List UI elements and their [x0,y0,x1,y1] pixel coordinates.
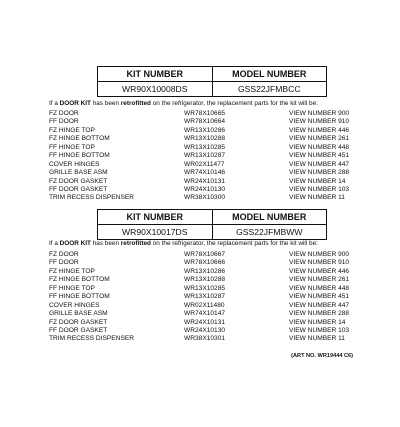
note-text: If a [49,100,60,107]
model-number-value: GSS22JFMBCC [212,82,327,97]
view-number: VIEW NUMBER 14 [289,318,346,326]
part-number: WR38X10300 [184,194,226,202]
note-text: If a [49,240,60,247]
view-number: VIEW NUMBER 446 [289,267,350,275]
part-name: FF HINGE TOP [49,143,95,151]
view-number: VIEW NUMBER 910 [289,118,350,126]
kit-number-value: WR90X10017DS [98,225,213,240]
part-row [49,302,359,310]
part-row [49,127,359,135]
part-name: FZ DOOR GASKET [49,318,108,326]
view-number: VIEW NUMBER 451 [289,293,350,301]
part-number: WR38X10301 [184,335,226,343]
part-name: COVER HINGES [49,160,100,168]
part-name: FF DOOR [49,118,79,126]
part-number: WR74X10147 [184,310,226,318]
part-name: FZ HINGE TOP [49,126,95,134]
part-row [49,178,359,186]
part-number: WR78X10664 [184,118,226,126]
part-number: WR74X10146 [184,169,226,177]
retrofit-note-1 [49,100,318,107]
part-number: WR13X10286 [184,126,226,134]
view-number: VIEW NUMBER 288 [289,310,350,318]
part-row [49,186,359,194]
part-number: WR13X10287 [184,293,226,301]
part-row [49,268,359,276]
note-text: has been [90,240,121,247]
part-name: FF HINGE BOTTOM [49,152,110,160]
kit-table-1 [97,66,327,97]
part-number: WR13X10285 [184,143,226,151]
view-number: VIEW NUMBER 447 [289,160,350,168]
view-number: VIEW NUMBER 446 [289,126,350,134]
part-name: FF HINGE BOTTOM [49,293,110,301]
note-text: on the refrigerator, the replacement parts for the kit will be: [150,240,318,247]
model-number-value: GSS22JFMBWW [212,225,327,240]
note-bold-door-kit: DOOR KIT [59,100,91,107]
part-row [49,194,359,202]
part-name: FF HINGE TOP [49,284,95,292]
part-number: WR24X10130 [184,326,226,334]
note-text: on the refrigerator, the replacement parts for the kit will be: [150,100,318,107]
retrofit-note-2 [49,240,318,247]
part-row [49,310,359,318]
view-number: VIEW NUMBER 451 [289,152,350,160]
part-number: WR13X10286 [184,267,226,275]
part-name: FZ DOOR GASKET [49,177,108,185]
part-name: FF DOOR [49,259,79,267]
part-number: WR13X10285 [184,284,226,292]
view-number: VIEW NUMBER 900 [289,110,350,117]
part-row [49,251,359,259]
part-row [49,152,359,160]
kit-number-value: WR90X10008DS [98,82,213,97]
part-row [49,319,359,327]
view-number: VIEW NUMBER 447 [289,301,350,309]
view-number: VIEW NUMBER 14 [289,177,346,185]
kit-number-header: KIT NUMBER [98,67,213,82]
part-number: WR02X11480 [184,301,225,309]
part-number: WR02X11477 [184,160,225,168]
view-number: VIEW NUMBER 11 [289,335,345,343]
part-row [49,293,359,301]
kit-number-header: KIT NUMBER [98,210,213,225]
part-name: FZ DOOR [49,110,79,117]
part-row [49,110,359,118]
note-bold-door-kit: DOOR KIT [59,240,91,247]
view-number: VIEW NUMBER 448 [289,143,350,151]
view-number: VIEW NUMBER 11 [289,194,345,202]
art-number: (ART NO. WR19444 C6) [291,353,353,359]
part-name: TRIM RECESS DISPENSER [49,335,135,343]
part-name: GRILLE BASE ASM [49,310,108,318]
note-bold-retrofitted: retrofitted [120,240,151,247]
view-number: VIEW NUMBER 103 [289,185,350,193]
parts-list-1 [49,110,359,203]
part-row [49,285,359,293]
model-number-header: MODEL NUMBER [212,67,327,82]
part-name: TRIM RECESS DISPENSER [49,194,135,202]
parts-list-2 [49,251,359,344]
part-row [49,161,359,169]
part-row [49,335,359,343]
part-row [49,118,359,126]
part-number: WR24X10131 [184,177,226,185]
part-number: WR78X10666 [184,259,226,267]
part-row [49,276,359,284]
kit-table-2 [97,209,327,240]
part-name: COVER HINGES [49,301,100,309]
part-row [49,169,359,177]
note-text: has been [90,100,121,107]
part-number: WR13X10288 [184,276,226,284]
part-name: FZ HINGE TOP [49,267,95,275]
part-number: WR78X10667 [184,251,226,258]
view-number: VIEW NUMBER 288 [289,169,350,177]
part-name: FZ HINGE BOTTOM [49,135,110,143]
part-number: WR24X10130 [184,185,226,193]
note-bold-retrofitted: retrofitted [120,100,151,107]
part-name: FZ HINGE BOTTOM [49,276,110,284]
view-number: VIEW NUMBER 261 [289,135,350,143]
part-row [49,327,359,335]
part-number: WR24X10131 [184,318,226,326]
part-name: FZ DOOR [49,251,79,258]
model-number-header: MODEL NUMBER [212,210,327,225]
part-row [49,259,359,267]
part-name: FF DOOR GASKET [49,185,108,193]
view-number: VIEW NUMBER 448 [289,284,350,292]
part-number: WR13X10287 [184,152,226,160]
part-name: GRILLE BASE ASM [49,169,108,177]
view-number: VIEW NUMBER 910 [289,259,350,267]
part-number: WR78X10665 [184,110,226,117]
view-number: VIEW NUMBER 900 [289,251,350,258]
part-row [49,135,359,143]
view-number: VIEW NUMBER 103 [289,326,350,334]
view-number: VIEW NUMBER 261 [289,276,350,284]
part-number: WR13X10288 [184,135,226,143]
part-name: FF DOOR GASKET [49,326,108,334]
part-row [49,144,359,152]
